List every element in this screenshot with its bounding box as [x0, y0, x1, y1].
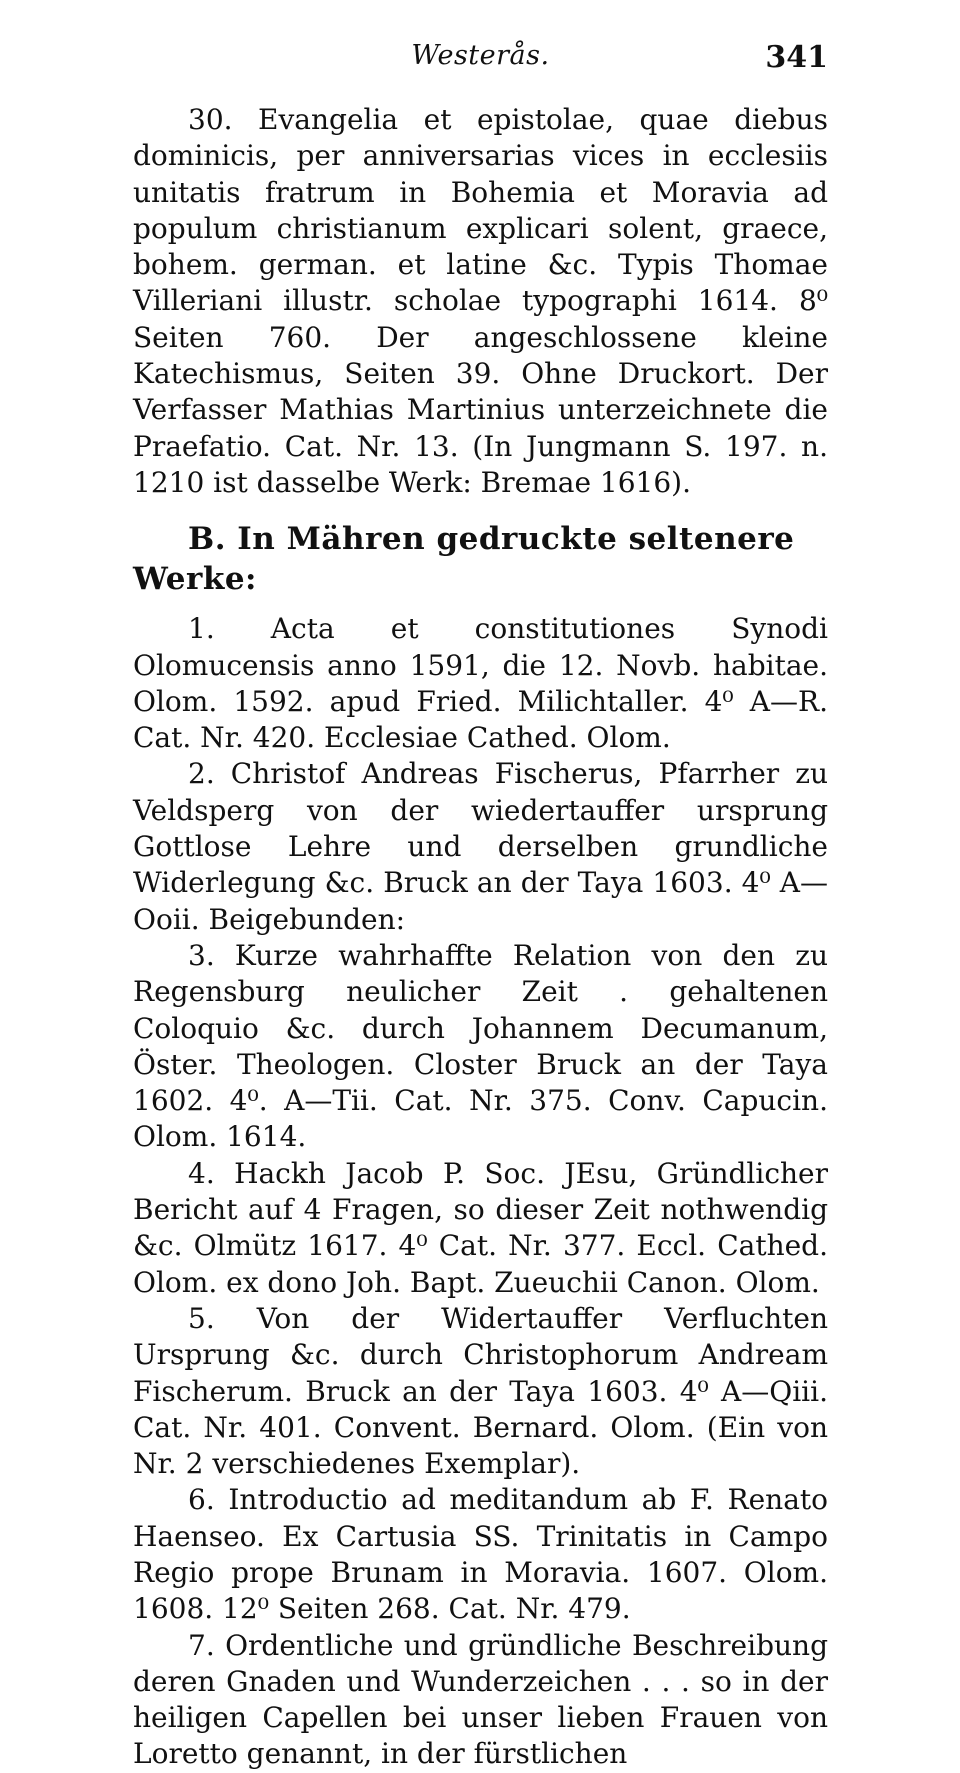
entry-6: 6. Introductio ad meditandum ab F. Renato Haenseo. Ex Cartusia SS. Trinitatis in Campo Regio prope Brunam in Moravia. 1607. Olom. 1608. 12⁰ Seiten 268. Cat. Nr. 479. — [133, 1483, 828, 1626]
body-text — [133, 102, 828, 1773]
entry-5: 5. Von der Widertauffer Verfluchten Ursprung &c. durch Christophorum Andream Fischerum. Bruck an der Taya 1603. 4⁰ A—Qiii. Cat. Nr. 401. Convent. Bernard. Olom. (Ein von Nr. 2 verschiedenes Exemplar). — [133, 1301, 828, 1481]
page-number: 341 — [765, 40, 828, 75]
entry-30: 30. Evangelia et epistolae, quae diebus dominicis, per anniversarias vices in ecclesiis unitatis fratrum in Bohemia et Moravia ad populum christianum explicari solent, graece, bohem. german. et latine &c. Typis Thomae Villeriani illustr. scholae typographi 1614. 8⁰ Seiten 760. Der angeschlossene kleine Katechismus, Seiten 39. Ohne Druckort. Der Verfasser Mathias Martinius unterzeichnete die Praefatio. Cat. Nr. 13. (In Jungmann S. 197. n. 1210 ist dasselbe Werk: Bremae 1616). — [133, 103, 828, 499]
section-heading: B. In Mähren gedruckte seltenere Werke: — [133, 521, 795, 598]
entry-7: 7. Ordentliche und gründliche Beschreibung deren Gnaden und Wunderzeichen . . . so in der heiligen Capellen bei unser lieben Frauen von Loretto genannt, in der fürstlichen — [133, 1628, 828, 1771]
entry-4: 4. Hackh Jacob P. Soc. JEsu, Gründlicher Bericht auf 4 Fragen, so dieser Zeit nothwendig &c. Olmütz 1617. 4⁰ Cat. Nr. 377. Eccl. Cathed. Olom. ex dono Joh. Bapt. Zueuchii Canon. Olom. — [133, 1156, 828, 1299]
entry-3: 3. Kurze wahrhaffte Relation von den zu Regensburg neulicher Zeit . gehaltenen Coloquio &c. durch Johannem Decumanum, Öster. Theologen. Closter Bruck an der Taya 1602. 4⁰. A—Tii. Cat. Nr. 375. Conv. Capucin. Olom. 1614. — [133, 938, 828, 1154]
running-head — [133, 40, 828, 80]
entry-2: 2. Christof Andreas Fischerus, Pfarrher zu Veldsperg von der wiedertauffer ursprung Gottlose Lehre und derselben grundliche Widerlegung &c. Bruck an der Taya 1603. 4⁰ A— Ooii. Beigebunden: — [133, 757, 828, 936]
entry-1: 1. Acta et constitutiones Synodi Olomucensis anno 1591, die 12. Novb. habitae. Olom. 1592. apud Fried. Milichtaller. 4⁰ A—R. Cat. Nr. 420. Ecclesiae Cathed. Olom. — [133, 612, 828, 755]
running-title: Westerås. — [411, 40, 550, 71]
